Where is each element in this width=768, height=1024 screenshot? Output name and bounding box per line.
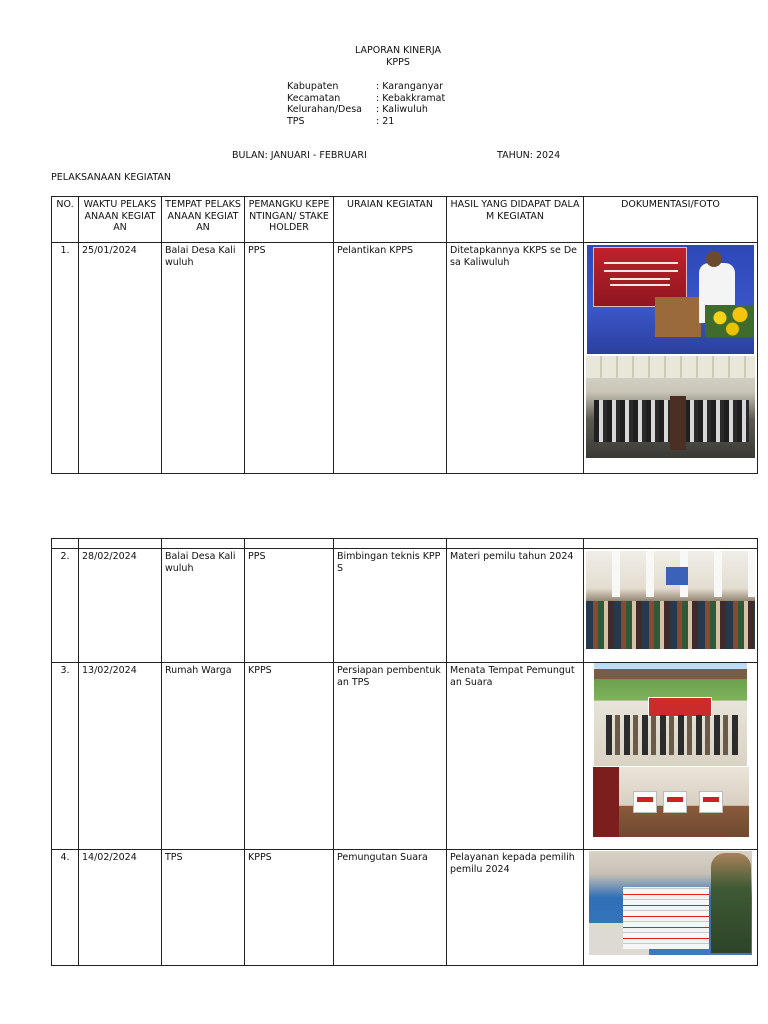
- info-value-tps: : 21: [376, 116, 395, 127]
- row-pemangku: KPPS: [245, 663, 334, 850]
- table-header-row-empty: [52, 539, 758, 549]
- row-hasil: Materi pemilu tahun 2024: [447, 549, 584, 663]
- row-pemangku: KPPS: [245, 850, 334, 966]
- period-month: BULAN: JANUARI - FEBRUARI: [232, 150, 367, 161]
- row-no: 2.: [52, 549, 79, 663]
- table-row: [52, 549, 758, 663]
- row-tempat: Rumah Warga: [162, 663, 245, 850]
- info-value-kecamatan: : Kebakkramat: [376, 93, 446, 104]
- info-label-kelurahan: Kelurahan/Desa: [287, 104, 362, 115]
- info-value-kabupaten: : Karanganyar: [376, 81, 444, 92]
- header-uraian: URAIAN KEGIATAN: [334, 197, 447, 243]
- row-tempat: Balai Desa Kaliwuluh: [162, 243, 245, 474]
- info-label-kabupaten: Kabupaten: [287, 81, 339, 92]
- photo-pemungutan-suara: [589, 851, 752, 955]
- photo-bimtek: [586, 551, 755, 649]
- header-dokumentasi: DOKUMENTASI/FOTO: [584, 197, 758, 243]
- row-waktu: 25/01/2024: [79, 243, 162, 474]
- period-year: TAHUN: 2024: [497, 150, 561, 161]
- table-row: [52, 850, 758, 966]
- row-tempat: Balai Desa Kaliwuluh: [162, 549, 245, 663]
- header-waktu: WAKTU PELAKSANAAN KEGIATAN: [79, 197, 162, 243]
- row-hasil: Pelayanan kepada pemilih pemilu 2024: [447, 850, 584, 966]
- row-waktu: 13/02/2024: [79, 663, 162, 850]
- photo-kotak-suara: [593, 767, 749, 837]
- report-title: LAPORAN KINERJA: [355, 45, 441, 56]
- row-uraian: Pelantikan KPPS: [334, 243, 447, 474]
- row-waktu: 28/02/2024: [79, 549, 162, 663]
- row-no: 4.: [52, 850, 79, 966]
- photo-sumpah-janji: [586, 356, 755, 458]
- row-photos: [584, 850, 758, 966]
- row-hasil: Ditetapkannya KKPS se Desa Kaliwuluh: [447, 243, 584, 474]
- info-label-tps: TPS: [287, 116, 305, 127]
- activity-table-1: [51, 196, 758, 474]
- row-waktu: 14/02/2024: [79, 850, 162, 966]
- row-uraian: Bimbingan teknis KPPS: [334, 549, 447, 663]
- row-photos: [584, 663, 758, 850]
- info-label-kecamatan: Kecamatan: [287, 93, 341, 104]
- row-tempat: TPS: [162, 850, 245, 966]
- activity-table-2: [51, 538, 758, 966]
- row-no: 1.: [52, 243, 79, 474]
- section-title: PELAKSANAAN KEGIATAN: [51, 172, 171, 183]
- header-pemangku: PEMANGKU KEPENTINGAN/ STAKEHOLDER: [245, 197, 334, 243]
- row-hasil: Menata Tempat Pemungutan Suara: [447, 663, 584, 850]
- report-subtitle: KPPS: [386, 57, 410, 68]
- table-row: [52, 663, 758, 850]
- row-photos: [584, 549, 758, 663]
- row-uraian: Persiapan pembentukan TPS: [334, 663, 447, 850]
- photo-pelantikan: [587, 245, 754, 354]
- header-hasil: HASIL YANG DIDAPAT DALAM KEGIATAN: [447, 197, 584, 243]
- row-pemangku: PPS: [245, 549, 334, 663]
- photo-persiapan-tps: [594, 663, 747, 766]
- info-value-kelurahan: : Kaliwuluh: [376, 104, 428, 115]
- table-header-row: [52, 197, 758, 243]
- row-pemangku: PPS: [245, 243, 334, 474]
- table-row: [52, 243, 758, 474]
- header-tempat: TEMPAT PELAKSANAAN KEGIATAN: [162, 197, 245, 243]
- header-no: NO.: [52, 197, 79, 243]
- row-photos: [584, 243, 758, 474]
- row-uraian: Pemungutan Suara: [334, 850, 447, 966]
- row-no: 3.: [52, 663, 79, 850]
